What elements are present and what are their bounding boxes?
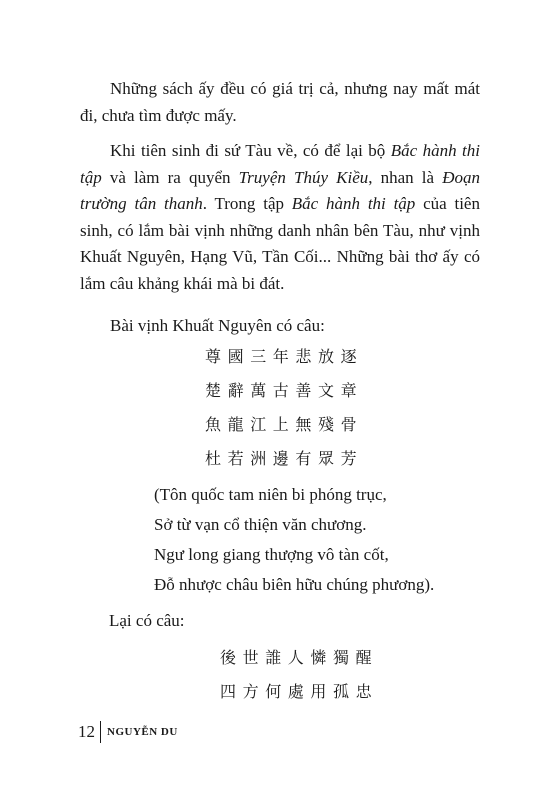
paragraph-embassy [80, 138, 480, 297]
page-number: 12 [78, 722, 95, 741]
han-verse-line: 四方何處用孤忠 [220, 682, 379, 701]
paragraph-intro-poem: Bài vịnh Khuất Nguyên có câu: [110, 316, 325, 335]
han-verse-line: 尊國三年悲放逐 [205, 347, 364, 366]
page-footer [78, 720, 178, 744]
running-header-author: NGUYỄN DU [107, 726, 178, 738]
title-bac-hanh-thi-tap: Bắc hành thi tập [80, 141, 480, 187]
paragraph-another-verse: Lại có câu: [109, 611, 185, 630]
viet-verse-line: (Tôn quốc tam niên bi phóng trục, [154, 485, 387, 504]
text-run: Khi tiên sinh đi sứ Tàu về, có để lại bộ [110, 141, 391, 160]
paragraph-lost-books: Những sách ấy đều có giá trị cả, nhưng nay mất mát đi, chưa tìm được mấy. [80, 79, 480, 125]
viet-verse-line: Đỗ nhược châu biên hữu chúng phương). [154, 575, 435, 594]
text-run: và làm ra quyển [101, 167, 239, 187]
title-truyen-thuy-kieu: Truyện Thúy Kiều [238, 167, 369, 187]
han-verse-line: 杜若洲邊有眾芳 [205, 449, 364, 468]
viet-verse-line: Ngư long giang thượng vô tàn cốt, [154, 545, 389, 564]
han-verse-line: 後世誰人憐獨醒 [220, 648, 379, 667]
text-run: . Trong tập [202, 194, 292, 213]
title-doan-truong-tan-thanh: Đoạn trường tân thanh [80, 167, 480, 213]
title-bac-hanh-thi-tap: Bắc hành thi tập [291, 194, 416, 213]
footer-divider [100, 721, 101, 743]
text-run: của tiên sinh, có lắm bài vịnh những danh nhân bên Tàu, như vịnh Khuất Nguyên, Hạng Vũ, Tần Cối... Những bài thơ ấy có lắm câu khảng khái mà bi đát. [80, 194, 480, 293]
han-verse-line: 魚龍江上無殘骨 [205, 415, 364, 434]
text-run: , nhan là [368, 167, 443, 187]
viet-verse-line: Sở từ vạn cổ thiện văn chương. [154, 515, 367, 534]
han-verse-line: 楚辭萬古善文章 [205, 381, 364, 400]
